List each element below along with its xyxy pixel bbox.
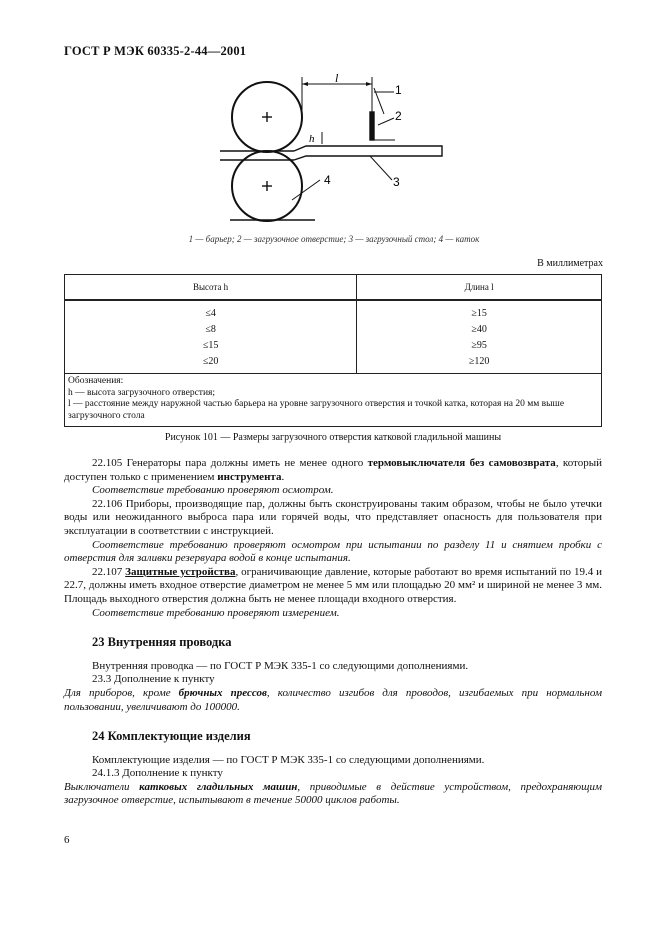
notes-title: Обозначения: (68, 376, 124, 386)
para-24-1-3: 24.1.3 Дополнение к пункту (92, 767, 223, 780)
cell-h: ≤20 (65, 353, 357, 374)
dimensions-table (64, 274, 602, 427)
barrier (370, 112, 374, 140)
label-3: 3 (393, 175, 400, 189)
para-22-107: 22.107 Защитные устройства, ограничивающие давление, которые работают во время испытаний по 19.4 и 22.7, должны иметь входное отверстие диаметром не менее 5 мм или площадью 20 мм² и шириной не менее 3 мм. Площадь выходного отверстия должна быть не менее площади входного отверстия. (64, 565, 603, 605)
label-h: h (309, 133, 315, 145)
table-notes (65, 374, 602, 427)
table-row (65, 337, 602, 353)
para-24-1-3-text: Выключатели катковых гладильных машин, приводимые в действие устройством, предохраняющим загрузочное отверстие, испытывают в течение 50000 циклов работы. (64, 780, 602, 807)
table-row (65, 321, 602, 337)
figure-title: Рисунок 101 — Размеры загрузочного отверстия катковой гладильной машины (164, 432, 502, 443)
cell-h: ≤4 (65, 300, 357, 321)
section-24-title: 24 Комплектующие изделия (92, 729, 251, 744)
note-h: h — высота загрузочного отверстия; (68, 387, 216, 398)
cell-h: ≤8 (65, 321, 357, 337)
header-length: Длина l (357, 275, 602, 301)
cell-l: ≥120 (357, 353, 602, 374)
body-text (64, 457, 602, 808)
table-row (65, 353, 602, 374)
table-row (65, 300, 602, 321)
document-header: ГОСТ Р МЭК 60335-2-44—2001 (64, 44, 247, 58)
para-22-106: 22.106 Приборы, производящие пар, должны быть сконструированы таким образом, чтобы не было утечки воды или неожиданного выброса пара или горячей воды, что представляет опасность для пользователя при эксплуатации в соответствии с инструкцией. (64, 497, 602, 537)
note-l: l — расстояние между наружной частью барьера на уровне загрузочного отверстия и точкой катка, которая на 20 мм выше загрузочного стола (68, 399, 565, 421)
roller-figure (210, 74, 450, 224)
label-4: 4 (324, 173, 331, 187)
cell-l: ≥40 (357, 321, 602, 337)
check-22-107: Соответствие требованию проверяют измерением. (92, 606, 340, 619)
section-23-title: 23 Внутренняя проводка (92, 635, 232, 650)
cell-l: ≥95 (357, 337, 602, 353)
para-23-3-text: Для приборов, кроме брючных прессов, количество изгибов для проводов, изгибаемых при нормальном пользовании, увеличивают до 100000. (64, 686, 602, 713)
page-number: 6 (64, 834, 70, 846)
figure-legend: 1 — барьер; 2 — загрузочное отверстие; 3 — загрузочный стол; 4 — каток (188, 234, 480, 244)
label-1: 1 (395, 83, 402, 97)
para-23-3: 23.3 Дополнение к пункту (92, 673, 215, 686)
label-l: l (335, 74, 339, 85)
cell-l: ≥15 (357, 300, 602, 321)
para-23: Внутренняя проводка — по ГОСТ Р МЭК 335-1 со следующими дополнениями. (92, 659, 469, 672)
units-note: В миллиметрах (537, 258, 603, 269)
check-22-105: Соответствие требованию проверяют осмотром. (92, 484, 334, 497)
cell-h: ≤15 (65, 337, 357, 353)
header-height: Высота h (65, 275, 357, 301)
para-24: Комплектующие изделия — по ГОСТ Р МЭК 335-1 со следующими дополнениями. (92, 753, 485, 766)
check-22-106: Соответствие требованию проверяют осмотром при испытании по разделу 11 и снятием пробки с отверстия для заливки резервуара водой в конце испытания. (64, 538, 602, 565)
label-2: 2 (395, 109, 402, 123)
para-22-105: 22.105 Генераторы пара должны иметь не менее одного термовыключателя без самовозврата, который доступен только с применением инструмента. (64, 457, 602, 483)
